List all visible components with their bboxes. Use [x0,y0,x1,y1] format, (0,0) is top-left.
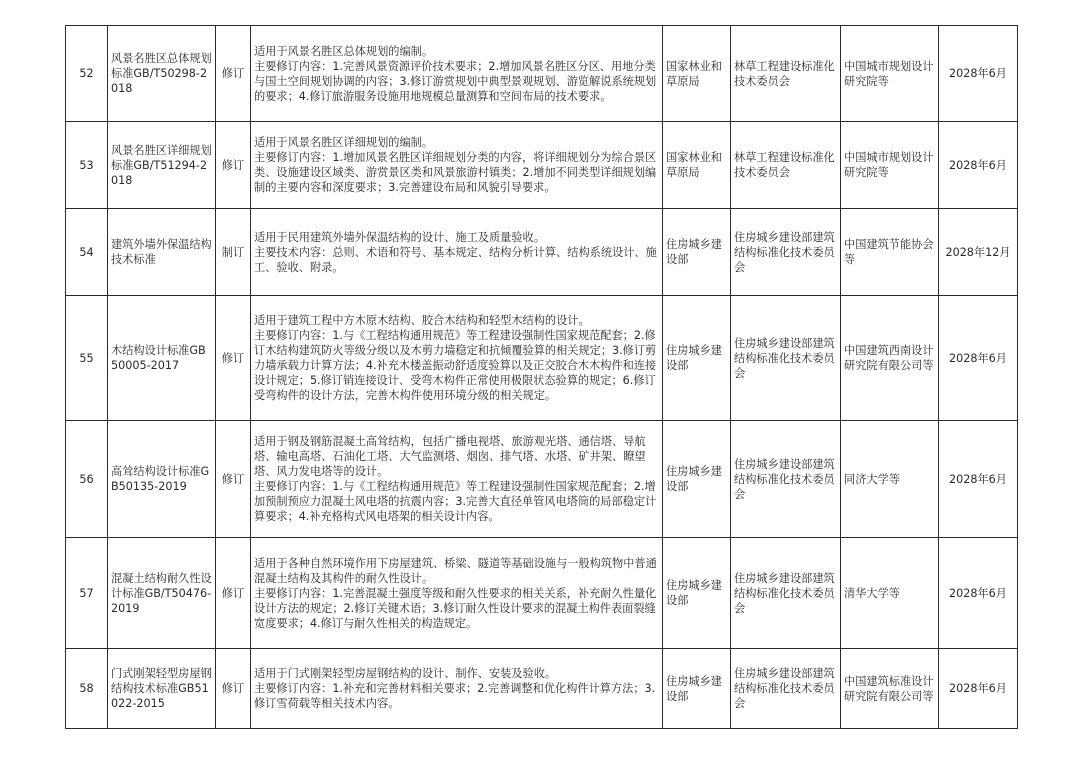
scope-description [251,122,663,209]
drafting-unit: 中国城市规划设计研究院等 [841,26,939,122]
scope-description [251,538,663,649]
scope-description [251,209,663,296]
revision-type: 修订 [216,26,251,122]
standard-name: 木结构设计标准GB50005-2017 [108,296,216,421]
completion-date: 2028年6月 [939,26,1018,122]
table-row [66,538,1018,649]
scope-text: 适用于钢及钢筋混凝土高耸结构，包括广播电视塔、旅游观光塔、通信塔、导航塔、输电高塔、石油化工塔、大气监测塔、烟囱、排气塔、水塔、矿井架、瞭望塔、风力发电塔等的设计。 [254,435,646,478]
table-body [66,26,1018,729]
standard-name: 门式刚架轻型房屋钢结构技术标准GB51022-2015 [108,649,216,729]
scope-text: 适用于风景名胜区详细规划的编制。 [254,136,434,149]
scope-text: 适用于建筑工程中方木原木结构、胶合木结构和轻型木结构的设计。 [254,314,590,327]
scope-description [251,26,663,122]
revision-type: 修订 [216,649,251,729]
technical-committee: 林草工程建设标准化技术委员会 [731,122,841,209]
drafting-unit: 清华大学等 [841,538,939,649]
scope-description [251,296,663,421]
revision-content-text: 主要修订内容：1.增加风景名胜区详细规划分类的内容，将详细规划分为综合景区类、设施建设区域类、游赏景区类和风景旅游村镇类；2.增加不同类型详细规划编制的主要内容和深度要求；3.完善建设布局和风貌引导要求。 [254,151,657,194]
table-row [66,649,1018,729]
drafting-unit: 中国建筑西南设计研究院有限公司等 [841,296,939,421]
row-number: 58 [66,649,108,729]
row-number: 52 [66,26,108,122]
revision-type: 制订 [216,209,251,296]
department: 住房城乡建设部 [663,538,731,649]
revision-type: 修订 [216,296,251,421]
completion-date: 2028年6月 [939,421,1018,538]
department: 住房城乡建设部 [663,209,731,296]
standards-table [65,25,1018,729]
table-row [66,122,1018,209]
completion-date: 2028年6月 [939,538,1018,649]
revision-content-text: 主要修订内容：1.完善混凝土强度等级和耐久性要求的相关关系，补充耐久性量化设计方法的规定；2.修订关键术语；3.修订耐久性设计要求的混凝土构件表面裂缝宽度要求；4.修订与耐久性相关的构造规定。 [254,586,657,630]
department: 住房城乡建设部 [663,296,731,421]
scope-text: 适用于民用建筑外墙外保温结构的设计、施工及质量验收。 [254,230,545,244]
standard-name: 建筑外墙外保温结构技术标准 [108,209,216,296]
scope-text: 适用于风景名胜区总体规划的编制。 [254,44,434,58]
row-number: 54 [66,209,108,296]
drafting-unit: 中国城市规划设计研究院等 [841,122,939,209]
drafting-unit: 同济大学等 [841,421,939,538]
drafting-unit: 中国建筑标准设计研究院有限公司等 [841,649,939,729]
table-row [66,209,1018,296]
completion-date: 2028年12月 [939,209,1018,296]
row-number: 57 [66,538,108,649]
revision-content-text: 主要修订内容：1.完善风景资源评价技术要求；2.增加风景名胜区分区、用地分类与国土空间规划协调的内容；3.修订游赏规划中典型景观规划、游览解说系统规划的要求；4.修订旅游服务设施用地规模总量测算和空间布局的技术要求。 [254,59,657,103]
standard-name: 风景名胜区总体规划标准GB/T50298-2018 [108,26,216,122]
department: 国家林业和草原局 [663,122,731,209]
table-row [66,421,1018,538]
technical-committee: 住房城乡建设部建筑结构标准化技术委员会 [731,421,841,538]
drafting-unit: 中国建筑节能协会等 [841,209,939,296]
revision-type: 修订 [216,122,251,209]
standard-name: 混凝土结构耐久性设计标准GB/T50476-2019 [108,538,216,649]
technical-committee: 住房城乡建设部建筑结构标准化技术委员会 [731,209,841,296]
completion-date: 2028年6月 [939,649,1018,729]
row-number: 55 [66,296,108,421]
completion-date: 2028年6月 [939,122,1018,209]
scope-text: 适用于各种自然环境作用下房屋建筑、桥梁、隧道等基础设施与一般构筑物中普通混凝土结构及其构件的耐久性设计。 [254,556,657,585]
revision-type: 修订 [216,538,251,649]
standard-name: 高耸结构设计标准GB50135-2019 [108,421,216,538]
department: 住房城乡建设部 [663,649,731,729]
standard-name: 风景名胜区详细规划标准GB/T51294-2018 [108,122,216,209]
technical-committee: 住房城乡建设部建筑结构标准化技术委员会 [731,649,841,729]
revision-content-text: 主要修订内容：1.补充和完善材料相关要求；2.完善调整和优化构件计算方法；3.修订雪荷载等相关技术内容。 [254,682,656,710]
revision-content-text: 主要修订内容：1.与《工程结构通用规范》等工程建设强制性国家规范配套；2.增加预制预应力混凝土风电塔的抗震内容；3.完善大直径单管风电塔筒的局部稳定计算要求；4.补充格构式风电塔架的相关设计内容。 [254,480,657,523]
revision-content-text: 主要修订内容：1.与《工程结构通用规范》等工程建设强制性国家规范配套；2.修订木结构建筑防火等级分级以及木剪力墙稳定和抗倾覆验算的相关规定；3.修订剪力墙承载力计算方法；4.补充木楼盖振动舒适度验算以及正交胶合木木构件和连接设计规定；5.修订销连接设计、受弯木构件正常使用极限状态验算的规定；6.修订受弯构件的设计方法，完善木构件使用环境分级的相关规定。 [254,329,657,402]
technical-committee: 住房城乡建设部建筑结构标准化技术委员会 [731,538,841,649]
scope-text: 适用于门式刚架轻型房屋钢结构的设计、制作、安装及验收。 [254,667,557,680]
technical-committee: 林草工程建设标准化技术委员会 [731,26,841,122]
department: 住房城乡建设部 [663,421,731,538]
scope-description [251,421,663,538]
table-row [66,26,1018,122]
revision-content-text: 主要技术内容：总则、术语和符号、基本规定、结构分析计算、结构系统设计、施工、验收、附录。 [254,245,657,274]
revision-type: 修订 [216,421,251,538]
technical-committee: 住房城乡建设部建筑结构标准化技术委员会 [731,296,841,421]
row-number: 56 [66,421,108,538]
department: 国家林业和草原局 [663,26,731,122]
completion-date: 2028年6月 [939,296,1018,421]
row-number: 53 [66,122,108,209]
table-row [66,296,1018,421]
scope-description [251,649,663,729]
